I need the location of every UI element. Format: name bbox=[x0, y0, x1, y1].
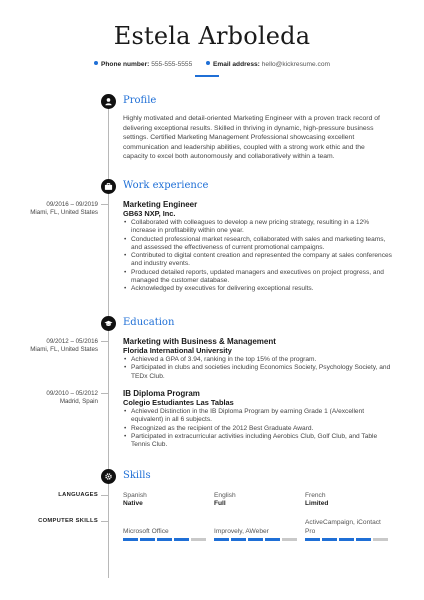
school: Florida International University bbox=[123, 346, 232, 355]
education-entry bbox=[123, 389, 393, 449]
timeline-tick bbox=[101, 521, 108, 522]
rating-segment bbox=[322, 538, 337, 541]
date-range: 09/2010 – 05/2012 bbox=[46, 390, 98, 397]
rating-segment bbox=[123, 538, 138, 541]
section-title-profile: Profile bbox=[123, 95, 157, 106]
list-item: • Participated in clubs and societies including Economics Society, Psychology Society, and TEDx Club. bbox=[123, 364, 393, 381]
rating-segment bbox=[339, 538, 354, 541]
job-bullets bbox=[123, 219, 393, 294]
timeline-line bbox=[108, 98, 109, 578]
briefcase-icon bbox=[101, 179, 116, 194]
date-range: 09/2016 – 09/2019 bbox=[46, 201, 98, 208]
profile-text: Highly motivated and detail-oriented Marketing Engineer with a proven track record of delivering exceptional results. Skilled in thriving in dynamic, high-pressure business settings. Certified Marketing Management Professional showcasing excellent communication and leadership abilities, coupled with a strong work ethic and the capacity to excel both autonomously and collaboratively within a team. bbox=[123, 115, 380, 160]
job-title: Marketing Engineer bbox=[123, 200, 198, 209]
person-icon bbox=[101, 94, 116, 109]
gear-icon bbox=[101, 469, 116, 484]
rating-segment bbox=[282, 538, 297, 541]
education-entry bbox=[123, 337, 393, 381]
list-item: • Acknowledged by executives for delivering exceptional results. bbox=[123, 285, 393, 293]
language-item bbox=[305, 492, 391, 509]
rating-segment bbox=[157, 538, 172, 541]
timeline-tick bbox=[101, 495, 108, 496]
computer-skill-name: Microsoft Office bbox=[123, 527, 169, 535]
degree-title: IB Diploma Program bbox=[123, 389, 200, 398]
phone-value[interactable]: 555-555-5555 bbox=[151, 61, 193, 68]
phone-bullet-icon bbox=[94, 61, 98, 65]
timeline-tick bbox=[101, 341, 108, 342]
education-bullets bbox=[123, 408, 393, 449]
list-item: • Recognized as the recipient of the 2012 Best Graduate Award. bbox=[123, 425, 393, 433]
rating-segment bbox=[373, 538, 388, 541]
rating-segment bbox=[214, 538, 229, 541]
skill-rating-bar bbox=[123, 538, 206, 541]
languages-label: LANGUAGES bbox=[58, 492, 98, 498]
email-label: Email address: bbox=[212, 61, 260, 68]
list-item: • Achieved Distinction in the IB Diploma Program by earning Grade 1 (A/excellent equivalent) in all 6 subjects. bbox=[123, 408, 393, 425]
section-title-skills: Skills bbox=[123, 470, 151, 481]
list-item: • Produced detailed reports, updated managers and executives on project progress, and managed the customer database. bbox=[123, 269, 393, 286]
list-item: • Collaborated with colleagues to develop a new pricing strategy, resulting in a 12% increase in profitability within one year. bbox=[123, 219, 393, 236]
language-name: English bbox=[214, 492, 236, 499]
language-name: Spanish bbox=[123, 492, 147, 499]
rating-segment bbox=[191, 538, 206, 541]
language-item bbox=[214, 492, 300, 509]
rating-segment bbox=[248, 538, 263, 541]
section-title-education: Education bbox=[123, 317, 175, 328]
education-bullets bbox=[123, 356, 393, 381]
skill-rating-bar bbox=[214, 538, 297, 541]
list-item: • Achieved a GPA of 3.94, ranking in the top 15% of the program. bbox=[123, 356, 393, 364]
date-range: 09/2012 – 05/2016 bbox=[46, 338, 98, 345]
education-dates bbox=[14, 338, 98, 354]
contact-line bbox=[0, 61, 424, 68]
location: Madrid, Spain bbox=[59, 398, 98, 405]
timeline-tick bbox=[101, 393, 108, 394]
email-value[interactable]: hello@kickresume.com bbox=[261, 61, 330, 68]
employer: GB63 NXP, Inc. bbox=[123, 209, 176, 218]
list-item: • Conducted professional market research, collaborated with sales and marketing teams, and assessed the effectiveness of current promotional campaigns. bbox=[123, 236, 393, 253]
work-entry bbox=[123, 200, 393, 294]
skill-rating-bar bbox=[305, 538, 388, 541]
computer-skill-item bbox=[305, 518, 391, 536]
degree-title: Marketing with Business & Management bbox=[123, 337, 276, 346]
language-level: Native bbox=[123, 500, 143, 508]
work-dates bbox=[14, 201, 98, 217]
rating-segment bbox=[356, 538, 371, 541]
rating-segment bbox=[231, 538, 246, 541]
phone-label: Phone number: bbox=[101, 61, 150, 68]
list-item: • Contributed to digital content creation and represented the company at sales conferences and industry events. bbox=[123, 252, 393, 269]
language-item bbox=[123, 492, 209, 509]
timeline-tick bbox=[101, 204, 108, 205]
rating-segment bbox=[140, 538, 155, 541]
section-title-work: Work experience bbox=[123, 180, 209, 191]
rating-segment bbox=[174, 538, 189, 541]
location: Miami, FL, United States bbox=[30, 346, 98, 353]
school: Colegio Estudiantes Las Tablas bbox=[123, 398, 234, 407]
language-level: Limited bbox=[305, 500, 329, 508]
header-divider bbox=[195, 75, 219, 77]
computer-skill-item bbox=[214, 518, 300, 536]
graduation-cap-icon bbox=[101, 316, 116, 331]
rating-segment bbox=[265, 538, 280, 541]
list-item: • Participated in extracurricular activities including Aerobics Club, Golf Club, and Table Tennis Club. bbox=[123, 433, 393, 450]
location: Miami, FL, United States bbox=[30, 209, 98, 216]
computer-skill-name: Improvely, AWeber bbox=[214, 527, 269, 535]
education-dates bbox=[14, 390, 98, 406]
computer-skill-name: ActiveCampaign, iContact Pro bbox=[305, 519, 381, 535]
email-bullet-icon bbox=[206, 61, 210, 65]
candidate-name: Estela Arboleda bbox=[113, 22, 311, 50]
rating-segment bbox=[305, 538, 320, 541]
computer-skills-label: COMPUTER SKILLS bbox=[38, 518, 98, 524]
language-name: French bbox=[305, 492, 326, 499]
computer-skill-item bbox=[123, 518, 209, 536]
language-level: Full bbox=[214, 500, 226, 508]
